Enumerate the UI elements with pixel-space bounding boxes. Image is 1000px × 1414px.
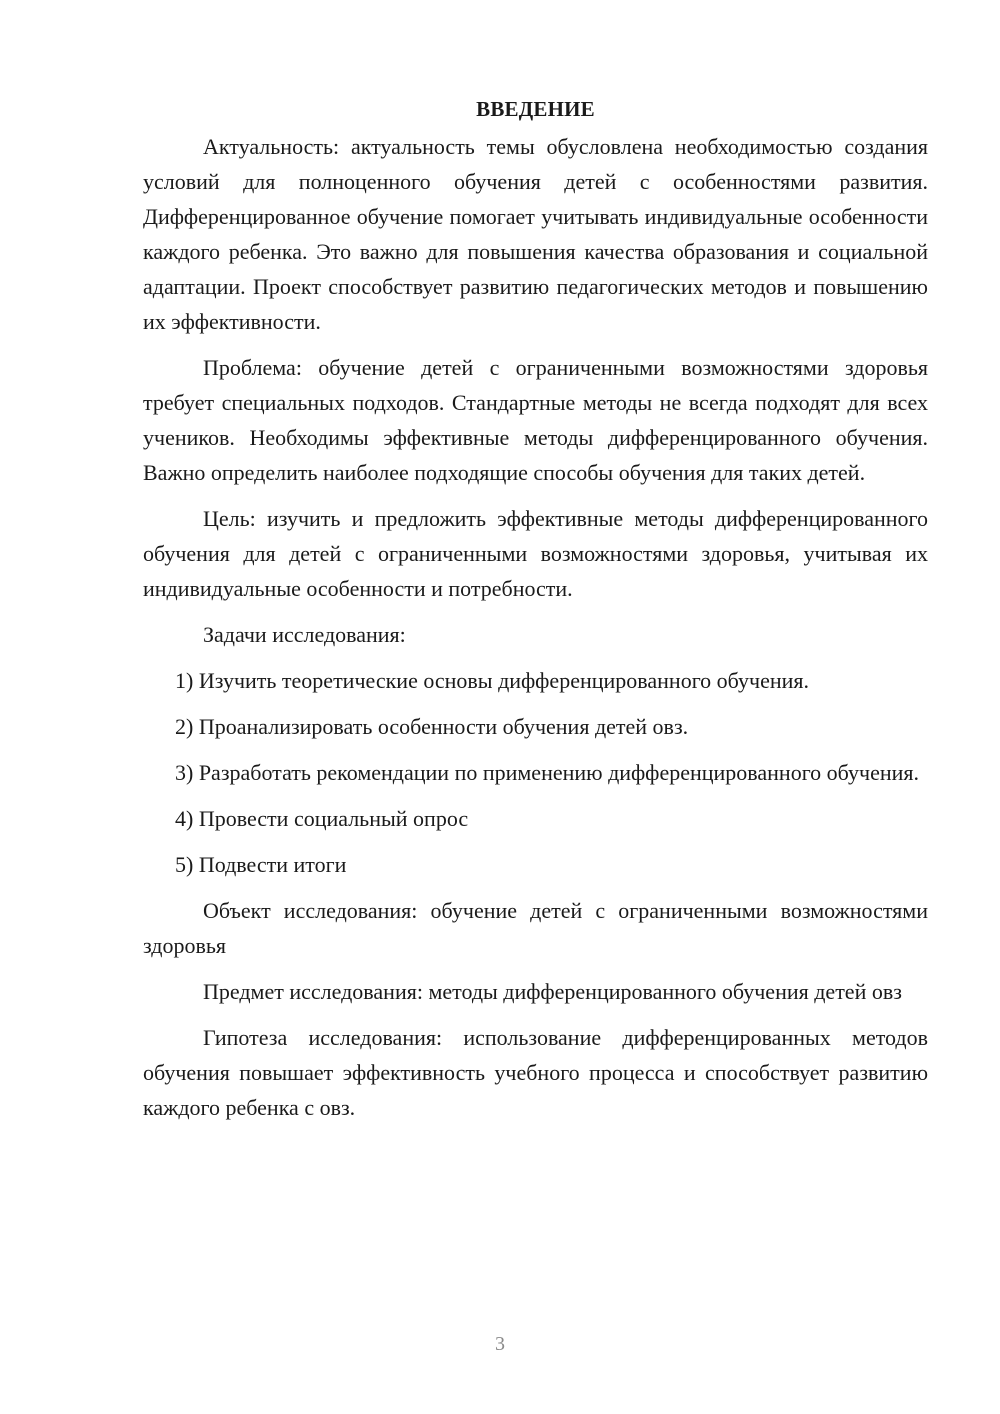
tasks-heading: Задачи исследования: bbox=[203, 622, 406, 647]
relevance-paragraph: Актуальность: актуальность темы обусловлена необходимостью создания условий для полноценного обучения детей с особенностями развития. Дифференцированное обучение помогает учитывать индивидуальные особенности каждого ребенка. Это важно для повышения качества образования и социальной адаптации. Проект способствует развитию педагогических методов и повышению их эффективности. bbox=[143, 134, 928, 334]
page-title: ВВЕДЕНИЕ bbox=[476, 97, 595, 121]
subject-paragraph: Предмет исследования: методы дифференцированного обучения детей овз bbox=[203, 979, 902, 1004]
hypothesis-paragraph: Гипотеза исследования: использование дифференцированных методов обучения повышает эффективность учебного процесса и способствует развитию каждого ребенка с овз. bbox=[143, 1025, 928, 1120]
goal-paragraph: Цель: изучить и предложить эффективные методы дифференцированного обучения для детей с ограниченными возможностями здоровья, учитывая их индивидуальные особенности и потребности. bbox=[143, 506, 928, 601]
task-item-4: 4) Провести социальный опрос bbox=[175, 806, 469, 831]
task-item-2: 2) Проанализировать особенности обучения детей овз. bbox=[175, 714, 689, 739]
object-paragraph: Объект исследования: обучение детей с ограниченными возможностями здоровья bbox=[143, 898, 928, 958]
page-number: 3 bbox=[495, 1333, 505, 1355]
page-content bbox=[143, 92, 928, 1136]
task-item-1: 1) Изучить теоретические основы дифференцированного обучения. bbox=[175, 668, 810, 693]
task-item-3: 3) Разработать рекомендации по применению дифференцированного обучения. bbox=[175, 760, 920, 785]
problem-paragraph: Проблема: обучение детей с ограниченными возможностями здоровья требует специальных подходов. Стандартные методы не всегда подходят для всех учеников. Необходимы эффективные методы дифференцированного обучения. Важно определить наиболее подходящие способы обучения для таких детей. bbox=[143, 355, 928, 485]
task-item-5: 5) Подвести итоги bbox=[175, 852, 347, 877]
